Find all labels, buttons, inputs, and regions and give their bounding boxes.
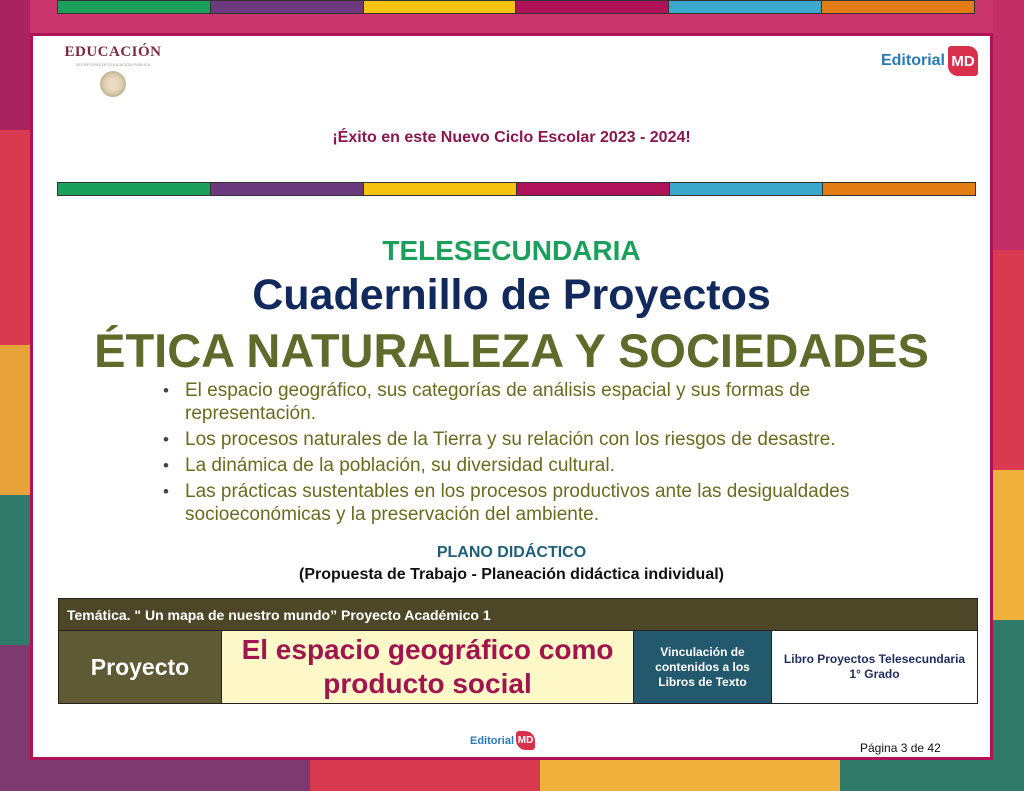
topics-list: [163, 379, 933, 529]
seal-icon: [100, 71, 126, 97]
stripe-segment: [516, 1, 669, 13]
libro-cell: Libro Proyectos Telesecundaria 1° Grado: [772, 631, 977, 703]
background-tile: [993, 620, 1024, 791]
stripe-segment: [58, 183, 211, 195]
document-page: [30, 33, 993, 760]
stripe-segment: [58, 1, 211, 13]
background-tile: [540, 760, 840, 791]
proyecto-label-cell: Proyecto: [59, 631, 222, 703]
sep-logo: [63, 44, 163, 97]
stripe-segment: [211, 183, 364, 195]
proyecto-title-cell: El espacio geográfico como producto social: [222, 631, 634, 703]
stripe-segment: [517, 183, 670, 195]
md-logo-icon: MD: [516, 731, 535, 750]
background-tile: [310, 760, 540, 791]
editorial-logo-text: Editorial: [880, 52, 945, 69]
background-tile: [0, 495, 30, 645]
table-row: [59, 631, 977, 703]
list-item: • Las prácticas sustentables en los procesos productivos ante las desigualdades socioeconómicas y la preservación del ambiente.: [163, 480, 933, 526]
stripe-segment: [669, 1, 822, 13]
md-logo-icon: MD: [948, 46, 978, 76]
background-tile: [840, 760, 993, 791]
list-item: • El espacio geográfico, sus categorías de análisis espacial y sus formas de representación.: [163, 379, 933, 425]
footer-logo-text: Editorial: [470, 734, 515, 747]
table-header: Temática. " Un mapa de nuestro mundo” Proyecto Académico 1: [59, 599, 977, 631]
plano-subheading: (Propuesta de Trabajo - Planeación didáctica individual): [299, 566, 724, 583]
sep-logo-text: EDUCACIÓN: [64, 44, 162, 60]
background-tile: [993, 250, 1024, 470]
stripe-segment: [364, 183, 517, 195]
editorial-md-logo: [881, 46, 978, 76]
background-tile: [0, 0, 30, 130]
background-tile: [0, 130, 30, 345]
page-number: Página 3 de 42: [860, 741, 941, 755]
background-tile: [0, 645, 30, 791]
list-item: • La dinámica de la población, su diversidad cultural.: [163, 454, 933, 477]
stripe-segment: [211, 1, 364, 13]
level-heading: TELESECUNDARIA: [382, 235, 641, 266]
main-heading: Cuadernillo de Proyectos: [252, 271, 771, 319]
background-tile: [993, 470, 1024, 620]
subject-heading: ÉTICA NATURALEZA Y SOCIEDADES: [94, 324, 929, 377]
background-tile: [993, 0, 1024, 250]
sep-logo-subtitle: SECRETARÍA DE EDUCACIÓN PÚBLICA: [75, 62, 151, 67]
stripe-segment: [822, 1, 974, 13]
vinculacion-cell: Vinculación de contenidos a los Libros de Texto: [634, 631, 772, 703]
stripe-segment: [823, 183, 975, 195]
plano-heading: PLANO DIDÁCTICO: [436, 544, 587, 561]
footer-editorial-logo: [470, 731, 535, 750]
background-tile: [0, 345, 30, 495]
divider-color-stripe: [57, 182, 976, 196]
background-tile: [30, 760, 310, 791]
stripe-segment: [364, 1, 517, 13]
list-item: • Los procesos naturales de la Tierra y su relación con los riesgos de desastre.: [163, 428, 933, 451]
top-color-stripe: [57, 0, 975, 14]
greeting-text: ¡Éxito en este Nuevo Ciclo Escolar 2023 - 2024!: [332, 129, 691, 146]
stripe-segment: [670, 183, 823, 195]
project-table: [58, 598, 978, 704]
